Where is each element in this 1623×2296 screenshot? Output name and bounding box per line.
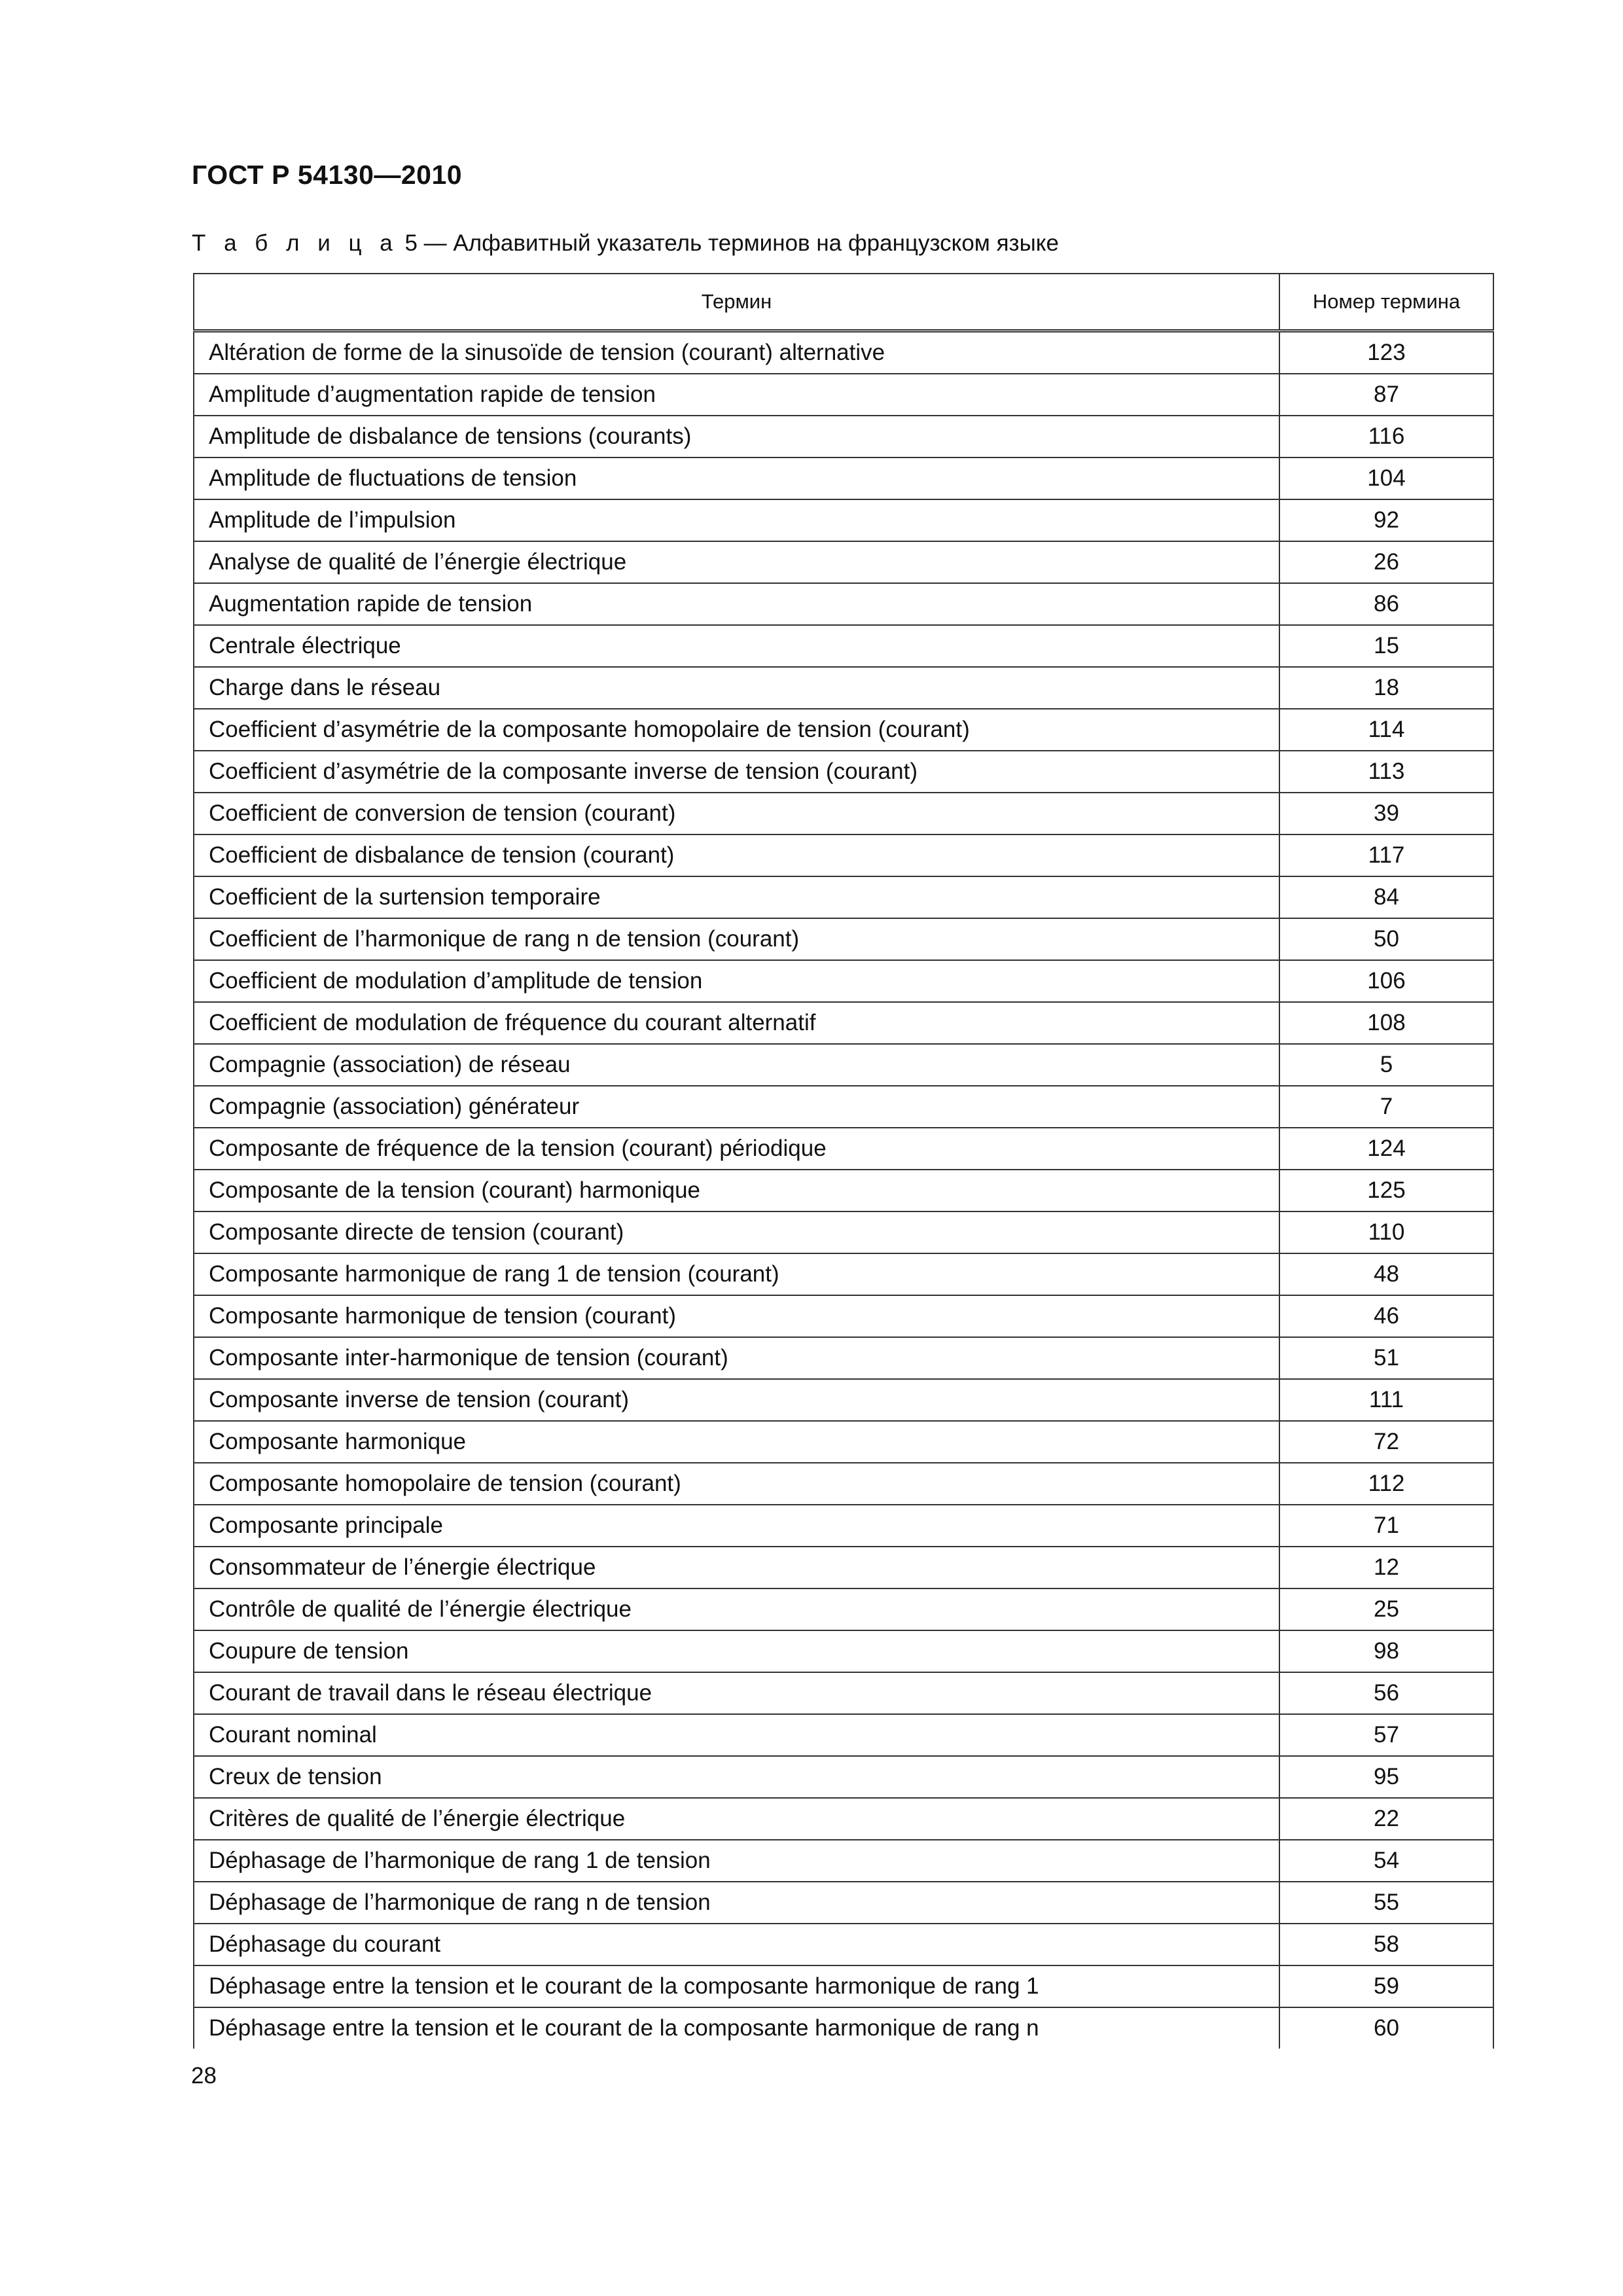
table-row [194, 457, 1493, 499]
term-cell: Composante directe de tension (courant) [194, 1211, 1279, 1253]
term-cell: Coefficient de disbalance de tension (courant) [194, 834, 1279, 876]
term-cell: Composante inter-harmonique de tension (courant) [194, 1337, 1279, 1379]
terms-table [193, 273, 1494, 2049]
term-cell: Coupure de tension [194, 1630, 1279, 1672]
term-number-cell: 114 [1279, 709, 1493, 751]
table-row [194, 331, 1493, 374]
term-cell: Critères de qualité de l’énergie électrique [194, 1798, 1279, 1840]
term-number-cell: 15 [1279, 625, 1493, 667]
document-header: ГОСТ Р 54130—2010 [192, 160, 463, 190]
term-number-cell: 116 [1279, 416, 1493, 457]
term-number-cell: 110 [1279, 1211, 1493, 1253]
term-number-cell: 12 [1279, 1547, 1493, 1588]
table-row [194, 709, 1493, 751]
term-number-cell: 54 [1279, 1840, 1493, 1882]
table-row [194, 1211, 1493, 1253]
term-cell: Charge dans le réseau [194, 667, 1279, 709]
term-number-cell: 48 [1279, 1253, 1493, 1295]
term-cell: Coefficient de modulation de fréquence du courant alternatif [194, 1002, 1279, 1044]
term-cell: Coefficient de conversion de tension (courant) [194, 793, 1279, 834]
table-row [194, 374, 1493, 416]
term-cell: Déphasage entre la tension et le courant de la composante harmonique de rang n [194, 2007, 1279, 2049]
term-cell: Composante harmonique de tension (courant) [194, 1295, 1279, 1337]
table-row [194, 1714, 1493, 1756]
term-number-cell: 60 [1279, 2007, 1493, 2049]
term-number-cell: 71 [1279, 1505, 1493, 1547]
term-number-cell: 117 [1279, 834, 1493, 876]
term-cell: Amplitude de disbalance de tensions (courants) [194, 416, 1279, 457]
term-number-cell: 84 [1279, 876, 1493, 918]
table-row [194, 1924, 1493, 1965]
term-cell: Augmentation rapide de tension [194, 583, 1279, 625]
table-row [194, 834, 1493, 876]
table-row [194, 751, 1493, 793]
term-number-cell: 111 [1279, 1379, 1493, 1421]
table-row [194, 960, 1493, 1002]
term-cell: Composante homopolaire de tension (courant) [194, 1463, 1279, 1505]
term-cell: Coefficient de l’harmonique de rang n de tension (courant) [194, 918, 1279, 960]
table-row [194, 1170, 1493, 1211]
term-cell: Courant de travail dans le réseau électrique [194, 1672, 1279, 1714]
term-number-cell: 57 [1279, 1714, 1493, 1756]
term-number-cell: 5 [1279, 1044, 1493, 1086]
table-row [194, 1463, 1493, 1505]
table-row [194, 499, 1493, 541]
term-cell: Composante principale [194, 1505, 1279, 1547]
table-row [194, 416, 1493, 457]
term-cell: Coefficient de la surtension temporaire [194, 876, 1279, 918]
term-cell: Composante de fréquence de la tension (courant) périodique [194, 1128, 1279, 1170]
table-row [194, 1630, 1493, 1672]
term-cell: Coefficient d’asymétrie de la composante inverse de tension (courant) [194, 751, 1279, 793]
term-cell: Amplitude de l’impulsion [194, 499, 1279, 541]
term-cell: Composante inverse de tension (courant) [194, 1379, 1279, 1421]
table-row [194, 1379, 1493, 1421]
term-cell: Contrôle de qualité de l’énergie électrique [194, 1588, 1279, 1630]
table-row [194, 1086, 1493, 1128]
term-cell: Déphasage de l’harmonique de rang 1 de tension [194, 1840, 1279, 1882]
term-cell: Altération de forme de la sinusoïde de tension (courant) alternative [194, 331, 1279, 374]
table-row [194, 1840, 1493, 1882]
table-header-row [194, 274, 1493, 331]
table-row [194, 1756, 1493, 1798]
term-number-cell: 7 [1279, 1086, 1493, 1128]
term-cell: Courant nominal [194, 1714, 1279, 1756]
term-number-cell: 125 [1279, 1170, 1493, 1211]
term-number-cell: 108 [1279, 1002, 1493, 1044]
table-row [194, 583, 1493, 625]
table-row [194, 1295, 1493, 1337]
term-number-cell: 92 [1279, 499, 1493, 541]
page-number: 28 [191, 2063, 217, 2089]
term-cell: Amplitude de fluctuations de tension [194, 457, 1279, 499]
table-row [194, 625, 1493, 667]
term-number-cell: 98 [1279, 1630, 1493, 1672]
term-number-cell: 39 [1279, 793, 1493, 834]
term-number-cell: 112 [1279, 1463, 1493, 1505]
term-cell: Déphasage de l’harmonique de rang n de tension [194, 1882, 1279, 1924]
table-row [194, 1044, 1493, 1086]
term-cell: Creux de tension [194, 1756, 1279, 1798]
term-cell: Composante harmonique de rang 1 de tension (courant) [194, 1253, 1279, 1295]
term-number-cell: 46 [1279, 1295, 1493, 1337]
term-cell: Déphasage du courant [194, 1924, 1279, 1965]
table-caption [192, 230, 1059, 257]
table-caption-prefix: Т а б л и ц а [192, 230, 399, 256]
term-number-cell: 113 [1279, 751, 1493, 793]
term-cell: Amplitude d’augmentation rapide de tension [194, 374, 1279, 416]
table-row [194, 1128, 1493, 1170]
table-row [194, 1882, 1493, 1924]
term-number-cell: 25 [1279, 1588, 1493, 1630]
table-row [194, 793, 1493, 834]
table-row [194, 1505, 1493, 1547]
term-number-cell: 58 [1279, 1924, 1493, 1965]
term-number-cell: 22 [1279, 1798, 1493, 1840]
term-number-cell: 59 [1279, 1965, 1493, 2007]
term-number-cell: 87 [1279, 374, 1493, 416]
term-cell: Coefficient d’asymétrie de la composante homopolaire de tension (courant) [194, 709, 1279, 751]
table-row [194, 918, 1493, 960]
table-row [194, 1253, 1493, 1295]
term-number-cell: 86 [1279, 583, 1493, 625]
table-row [194, 667, 1493, 709]
table-row [194, 1672, 1493, 1714]
table-row [194, 2007, 1493, 2049]
table-row [194, 1798, 1493, 1840]
table-row [194, 1965, 1493, 2007]
term-number-cell: 124 [1279, 1128, 1493, 1170]
term-number-cell: 106 [1279, 960, 1493, 1002]
term-number-cell: 50 [1279, 918, 1493, 960]
term-cell: Coefficient de modulation d’amplitude de tension [194, 960, 1279, 1002]
term-number-cell: 55 [1279, 1882, 1493, 1924]
term-number-cell: 104 [1279, 457, 1493, 499]
term-number-cell: 95 [1279, 1756, 1493, 1798]
term-cell: Déphasage entre la tension et le courant de la composante harmonique de rang 1 [194, 1965, 1279, 2007]
term-number-cell: 72 [1279, 1421, 1493, 1463]
table-row [194, 1421, 1493, 1463]
term-number-cell: 51 [1279, 1337, 1493, 1379]
term-cell: Compagnie (association) de réseau [194, 1044, 1279, 1086]
table-body [194, 331, 1493, 2049]
term-number-cell: 26 [1279, 541, 1493, 583]
table-row [194, 541, 1493, 583]
column-header-number: Номер термина [1279, 274, 1493, 331]
term-cell: Composante de la tension (courant) harmonique [194, 1170, 1279, 1211]
term-cell: Composante harmonique [194, 1421, 1279, 1463]
table-row [194, 876, 1493, 918]
table-row [194, 1547, 1493, 1588]
table-caption-text: 5 — Алфавитный указатель терминов на французском языке [398, 230, 1059, 256]
term-cell: Analyse de qualité de l’énergie électrique [194, 541, 1279, 583]
term-cell: Centrale électrique [194, 625, 1279, 667]
term-number-cell: 18 [1279, 667, 1493, 709]
term-number-cell: 56 [1279, 1672, 1493, 1714]
table-row [194, 1002, 1493, 1044]
term-cell: Consommateur de l’énergie électrique [194, 1547, 1279, 1588]
table-row [194, 1588, 1493, 1630]
term-cell: Compagnie (association) générateur [194, 1086, 1279, 1128]
table-row [194, 1337, 1493, 1379]
column-header-term: Термин [194, 274, 1279, 331]
term-number-cell: 123 [1279, 331, 1493, 374]
